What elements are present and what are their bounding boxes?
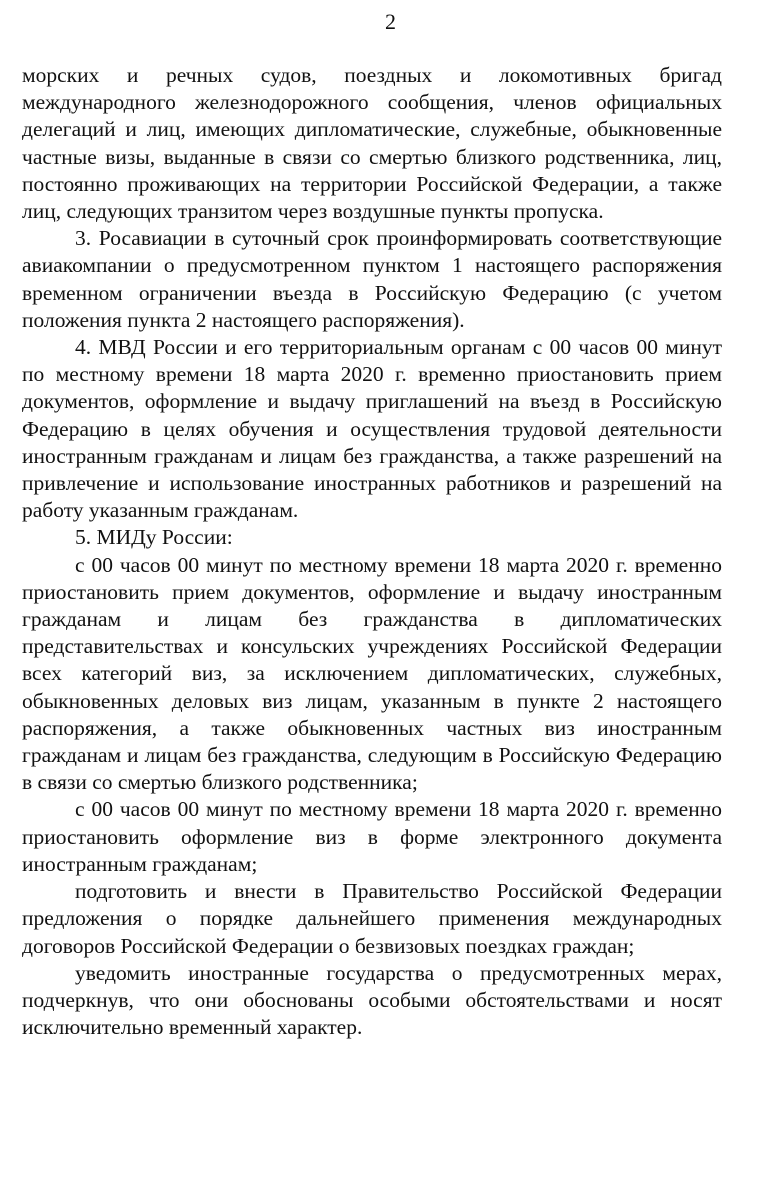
- paragraph-item-5-notify: уведомить иностранные государства о предусмотренных мерах, подчеркнув, что они обоснованы особыми обстоятельствами и носят исключительно временный характер.: [22, 960, 722, 1040]
- page-number: 2: [385, 9, 396, 34]
- paragraph-item-4: 4. МВД России и его территориальным органам с 00 часов 00 минут по местному времени 18 марта 2020 г. временно приостановить прием документов, оформление и выдачу приглашений на въезд в Российскую Федерацию в целях обучения и осуществления трудовой деятельности иностранным гражданам и лицам без гражданства, а также разрешений на привлечение и использование иностранных работников и разрешений на работу указанным гражданам.: [22, 335, 722, 523]
- paragraph-item-5-proposals: подготовить и внести в Правительство Российской Федерации предложения о порядке дальнейшего применения международных договоров Российской Федерации о безвизовых поездках граждан;: [22, 879, 722, 958]
- paragraph-continuation: морских и речных судов, поездных и локомотивных бригад международного железнодорожного сообщения, членов официальных делегаций и лиц, имеющих дипломатические, служебные, обыкновенные частные визы, выданные в связи со смертью близкого родственника, лиц, постоянно проживающих на территории Российской Федерации, а также лиц, следующих транзитом через воздушные пункты пропуска.: [22, 63, 722, 224]
- document-body: [22, 62, 722, 1041]
- paragraph-item-5-evisas: с 00 часов 00 минут по местному времени 18 марта 2020 г. временно приостановить оформление виз в форме электронного документа иностранным гражданам;: [22, 797, 722, 876]
- paragraph-item-5-heading: 5. МИДу России:: [75, 525, 233, 550]
- paragraph-item-3: 3. Росавиации в суточный срок проинформировать соответствующие авиакомпании о предусмотренном пунктом 1 настоящего распоряжения временном ограничении въезда в Российскую Федерацию (с учетом положения пункта 2 настоящего распоряжения).: [22, 226, 722, 332]
- paragraph-item-5-visas: с 00 часов 00 минут по местному времени 18 марта 2020 г. временно приостановить прием документов, оформление и выдачу иностранным гражданам и лицам без гражданства в дипломатических представительствах и консульских учреждениях Российской Федерации всех категорий виз, за исключением дипломатических, служебных, обыкновенных деловых виз лицам, указанным в пункте 2 настоящего распоряжения, а также обыкновенных частных виз иностранным гражданам и лицам без гражданства, следующим в Российскую Федерацию в связи со смертью близкого родственника;: [22, 552, 722, 795]
